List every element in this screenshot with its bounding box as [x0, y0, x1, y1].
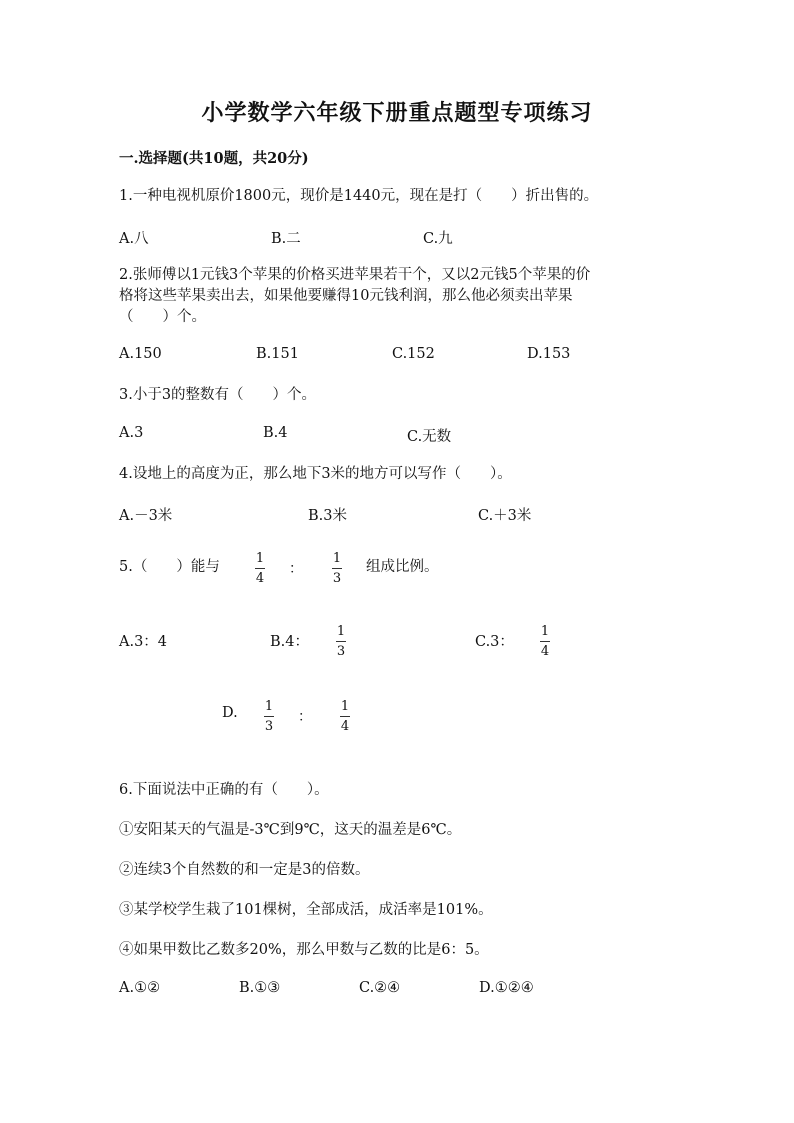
question-2-line-1: 2.张师傅以1元钱3个苹果的价格买进苹果若干个，又以2元钱5个苹果的价 — [119, 267, 591, 283]
question-6: 6.下面说法中正确的有（ ）。 — [119, 782, 329, 798]
q6-option-b: B.①③ — [239, 980, 281, 996]
fraction-bar — [332, 568, 342, 569]
page-title: 小学数学六年级下册重点题型专项练习 — [201, 100, 593, 126]
q6-statement-2: ②连续3个自然数的和一定是3的倍数。 — [119, 862, 370, 878]
fraction-denominator: 4 — [340, 719, 350, 734]
fraction-denominator: 4 — [255, 571, 265, 586]
fraction-denominator: 4 — [540, 644, 550, 659]
q1-option-b: B.二 — [271, 231, 301, 247]
fraction-denominator: 3 — [336, 644, 346, 659]
q6-statement-3: ③某学校学生栽了101棵树，全部成活，成活率是101%。 — [119, 902, 493, 918]
q5-option-d-fraction-1 — [264, 699, 274, 734]
q6-statement-4: ④如果甲数比乙数多20%，那么甲数与乙数的比是6：5。 — [119, 942, 489, 958]
fraction-denominator: 3 — [264, 719, 274, 734]
fraction-bar — [264, 716, 274, 717]
q5-option-d-fraction-2 — [340, 699, 350, 734]
q5-option-d-colon: ： — [298, 709, 312, 725]
fraction-denominator: 3 — [332, 571, 342, 586]
q6-option-a: A.①② — [119, 980, 161, 996]
q5-colon: ： — [289, 561, 303, 577]
fraction-numerator: 1 — [340, 699, 350, 714]
q2-option-d: D.153 — [527, 346, 571, 362]
q6-option-c: C.②④ — [359, 980, 401, 996]
q1-option-c: C.九 — [423, 231, 453, 247]
fraction-bar — [340, 716, 350, 717]
q1-option-a: A.八 — [119, 231, 149, 247]
question-5-prefix: 5.（ ）能与 — [119, 559, 220, 575]
fraction-numerator: 1 — [332, 551, 342, 566]
fraction-numerator: 1 — [255, 551, 265, 566]
question-2-line-3: （ ）个。 — [119, 309, 206, 325]
q2-option-a: A.150 — [119, 346, 162, 362]
q4-option-a: A.－3米 — [119, 508, 173, 524]
q4-option-c: C.＋3米 — [478, 508, 532, 524]
q5-option-b: B.4： — [270, 634, 309, 650]
q5-option-c: C.3： — [475, 634, 514, 650]
section-heading: 一.选择题(共10题，共20分) — [119, 150, 309, 167]
fraction-bar — [255, 568, 265, 569]
question-5-suffix: 组成比例。 — [366, 559, 439, 575]
q5-option-c-fraction — [540, 624, 550, 659]
q5-option-a: A.3：4 — [119, 634, 168, 650]
q5-option-b-fraction — [336, 624, 346, 659]
question-1: 1.一种电视机原价1800元，现价是1440元，现在是打（ ）折出售的。 — [119, 188, 599, 204]
q5-fraction-1 — [255, 551, 265, 586]
fraction-bar — [540, 641, 550, 642]
question-3: 3.小于3的整数有（ ）个。 — [119, 387, 317, 403]
question-2-line-2: 格将这些苹果卖出去，如果他要赚得10元钱利润，那么他必须卖出苹果 — [119, 288, 573, 304]
q6-option-d: D.①②④ — [479, 980, 534, 996]
q2-option-b: B.151 — [256, 346, 299, 362]
q3-option-a: A.3 — [119, 425, 144, 441]
fraction-numerator: 1 — [540, 624, 550, 639]
q5-fraction-2 — [332, 551, 342, 586]
q5-option-d: D. — [222, 705, 238, 721]
q2-option-c: C.152 — [392, 346, 435, 362]
fraction-numerator: 1 — [264, 699, 274, 714]
q3-option-b: B.4 — [263, 425, 288, 441]
question-4: 4.设地上的高度为正，那么地下3米的地方可以写作（ ）。 — [119, 466, 512, 482]
fraction-numerator: 1 — [336, 624, 346, 639]
fraction-bar — [336, 641, 346, 642]
q4-option-b: B.3米 — [308, 508, 347, 524]
q3-option-c: C.无数 — [407, 429, 452, 445]
q6-statement-1: ①安阳某天的气温是-3℃到9℃，这天的温差是6℃。 — [119, 822, 462, 838]
